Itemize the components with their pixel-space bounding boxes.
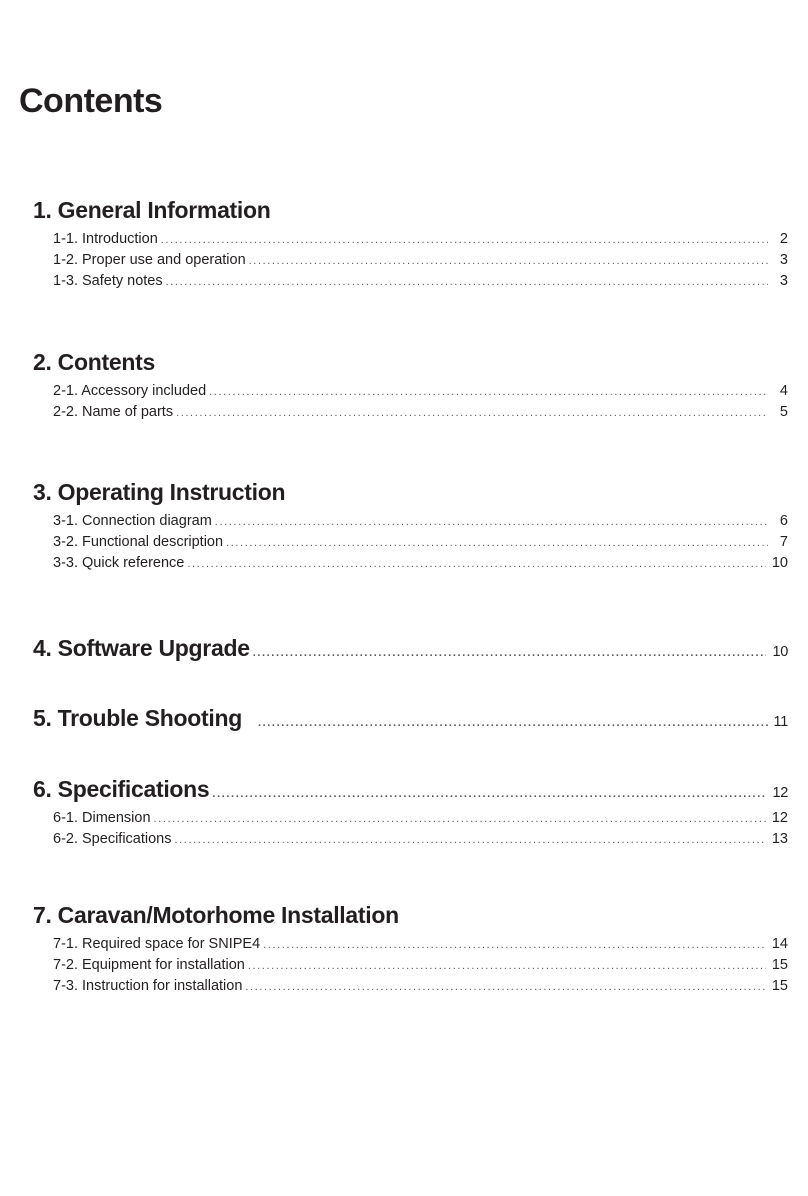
- toc-entry[interactable]: [53, 810, 788, 831]
- toc-section-trouble-shooting: [33, 705, 788, 739]
- toc-entry-page: 12: [771, 810, 788, 826]
- toc-entry[interactable]: [53, 978, 788, 999]
- toc-entry[interactable]: [53, 534, 788, 555]
- toc-entry-page: 3: [779, 252, 788, 268]
- toc-entry-page: 10: [771, 555, 788, 571]
- section-heading[interactable]: [33, 349, 788, 383]
- dot-leader: [176, 407, 768, 419]
- toc-section-specifications: [33, 776, 788, 852]
- toc-entry-label: 7-2. Equipment for installation: [53, 957, 245, 973]
- dot-leader: [174, 834, 765, 846]
- toc-entry-page: 2: [779, 231, 788, 247]
- dot-leader: [253, 647, 767, 659]
- dot-leader: [245, 981, 765, 993]
- toc-entry-label: 6-1. Dimension: [53, 810, 151, 826]
- toc-entry[interactable]: [53, 383, 788, 404]
- toc-entry[interactable]: [53, 404, 788, 425]
- toc-entry-label: 7-3. Instruction for installation: [53, 978, 243, 994]
- section-heading[interactable]: [33, 479, 788, 513]
- toc-entry-page: 6: [779, 513, 788, 529]
- section-heading-text: 7. Caravan/Motorhome Installation: [33, 902, 399, 928]
- dot-leader: [209, 386, 768, 398]
- toc-entry[interactable]: [53, 936, 788, 957]
- toc-entry-page: 5: [779, 404, 788, 420]
- section-heading[interactable]: [33, 776, 788, 810]
- toc-entry-page: 3: [779, 273, 788, 289]
- section-heading-text: 5. Trouble Shooting: [33, 705, 242, 731]
- section-heading-text: 2. Contents: [33, 349, 155, 375]
- toc-entry-page: 14: [771, 936, 788, 952]
- section-heading[interactable]: [33, 635, 788, 669]
- toc-section-contents: [33, 349, 788, 425]
- toc-entry-label: 1-2. Proper use and operation: [53, 252, 246, 268]
- toc-section-caravan-motorhome-installation: [33, 902, 788, 999]
- dot-leader: [212, 788, 766, 800]
- toc-entry-page: 7: [779, 534, 788, 550]
- toc-entry-label: 3-1. Connection diagram: [53, 513, 212, 529]
- toc-entry-page: 15: [771, 957, 788, 973]
- toc-entry[interactable]: [53, 957, 788, 978]
- toc-entry-label: 3-2. Functional description: [53, 534, 224, 550]
- section-heading-text: 6. Specifications: [33, 776, 210, 802]
- toc-entry-label: 1-1. Introduction: [53, 231, 158, 247]
- toc-entry[interactable]: [53, 273, 788, 294]
- toc-entry-page: 4: [779, 383, 788, 399]
- dot-leader: [249, 255, 768, 267]
- section-heading-text: 1. General Information: [33, 197, 271, 223]
- toc-section-operating-instruction: [33, 479, 788, 576]
- section-heading[interactable]: [33, 705, 788, 739]
- toc-entry-page: 15: [771, 978, 788, 994]
- dot-leader: [215, 516, 768, 528]
- toc-entry-label: 2-2. Name of parts: [53, 404, 174, 420]
- dot-leader: [263, 939, 766, 951]
- toc-entry-label: 7-1. Required space for SNIPE4: [53, 936, 261, 952]
- toc-entry[interactable]: [53, 252, 788, 273]
- section-heading-page: 11: [773, 714, 788, 730]
- toc-entry[interactable]: [53, 831, 788, 852]
- dot-leader: [161, 234, 768, 246]
- toc-entry-label: 1-3. Safety notes: [53, 273, 163, 289]
- dot-leader: [187, 558, 765, 570]
- toc-entry[interactable]: [53, 231, 788, 252]
- toc-entry[interactable]: [53, 513, 788, 534]
- section-heading[interactable]: [33, 902, 788, 936]
- dot-leader: [166, 276, 768, 288]
- toc-entry-page: 13: [771, 831, 788, 847]
- section-heading-page: 10: [772, 644, 788, 660]
- toc-entry-label: 6-2. Specifications: [53, 831, 172, 847]
- section-heading-page: 12: [772, 785, 788, 801]
- toc-section-software-upgrade: [33, 635, 788, 669]
- dot-leader: [258, 717, 768, 729]
- section-heading[interactable]: [33, 197, 788, 231]
- dot-leader: [226, 537, 768, 549]
- section-heading-text: 3. Operating Instruction: [33, 479, 286, 505]
- page-title: Contents: [19, 82, 163, 120]
- toc-entry-label: 2-1. Accessory included: [53, 383, 207, 399]
- toc-entry-label: 3-3. Quick reference: [53, 555, 185, 571]
- section-heading-text: 4. Software Upgrade: [33, 635, 250, 661]
- toc-section-general-information: [33, 197, 788, 294]
- dot-leader: [248, 960, 766, 972]
- dot-leader: [154, 813, 766, 825]
- toc-entry[interactable]: [53, 555, 788, 576]
